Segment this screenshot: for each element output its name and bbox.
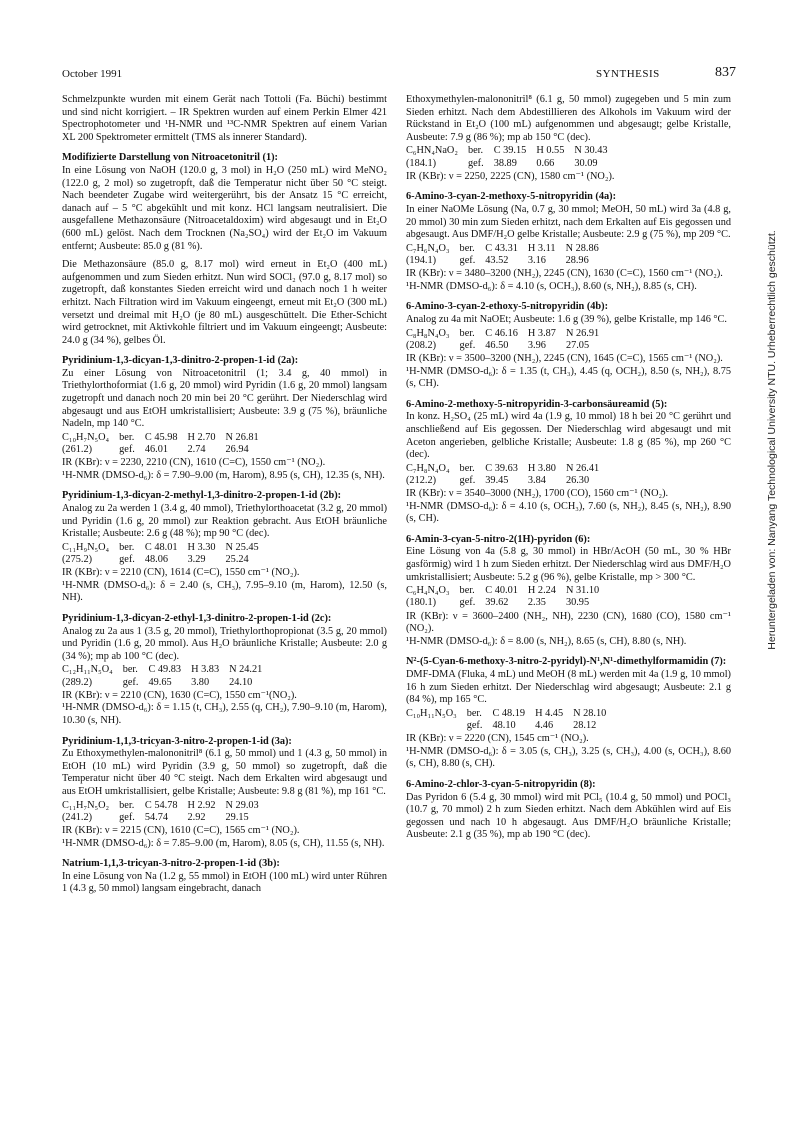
analysis-cell: gef. <box>119 554 135 566</box>
analysis-cell: ber. <box>122 664 138 676</box>
nmr-data: ¹H-NMR (DMSO-d₆): δ = 1.35 (t, CH₃), 4.45 (q, OCH₂), 8.50 (s, NH₂), 8.75 (s, CH). <box>406 365 731 390</box>
analysis-cell: C₁₀H₁₁N₅O₃ <box>406 707 457 719</box>
analysis-row <box>406 145 618 157</box>
analysis-cell: H 3.30 <box>187 541 216 553</box>
analysis-row <box>406 597 609 609</box>
ir-data: IR (KBr): ν = 3600–2400 (NH₂, NH), 2230 (CN), 1680 (CO), 1580 cm⁻¹ (NO₂). <box>406 610 731 635</box>
paragraph: In konz. H₂SO₄ (25 mL) wird 4a (1.9 g, 10 mmol) 18 h bei 20 °C gerührt und anschließend auf Eis gegossen. Der Niederschlag wird abgesaugt und mit Aceton angerieben, gelbliche Kristalle; Ausbeute: 1.8 g (85 %), mp 260 °C (dec). <box>406 411 731 461</box>
analysis-cell: N 28.86 <box>565 242 599 254</box>
analysis-cell: 48.10 <box>492 720 516 732</box>
analysis-cell: ber. <box>459 242 475 254</box>
analysis-row <box>406 158 618 170</box>
page-number: 837 <box>715 65 736 80</box>
analysis-row <box>62 444 269 456</box>
analysis-cell: ber. <box>119 799 135 811</box>
analysis-row <box>406 328 609 340</box>
analysis-table <box>62 664 272 688</box>
analysis-cell: 2.92 <box>187 811 206 823</box>
analysis-cell: 3.84 <box>527 474 546 486</box>
analysis-row <box>406 255 609 267</box>
section-title: Pyridinium-1,3-dicyan-2-methyl-1,3-dinitro-2-propen-1-id (2b): <box>62 490 342 502</box>
analysis-cell: 27.05 <box>565 339 590 351</box>
analysis-cell: gef. <box>459 339 476 351</box>
ir-data: IR (KBr): ν = 2220 (CN), 1545 cm⁻¹ (NO₂). <box>406 733 589 745</box>
issue-date: October 1991 <box>62 68 123 80</box>
paragraph: In eine Lösung von NaOH (120.0 g, 3 mol) in H₂O (250 mL) wird MeNO₂ (122.0 g, 2 mol) so zugetropft, daß die Temperatur nicht über 50 °C steigt. Nach beendeter Zugabe wird weitergerührt, bis der Ansatz 15 °C erreicht, danach auf – 5 °C abgekühlt und mit konz. HCl langsam neutralisiert. Die ausgefallene Methazonsäure (Nitroacetaldoxim) wird abgesaugt und in Et₂O (600 mL) gelöst. Nach dem Trocknen (Na₂SO₄) wird der Et₂O im Vakuum entfernt; Ausbeute: 85.0 g (81 %). <box>62 164 387 252</box>
paragraph: Zu einer Lösung von Nitroacetonitril (1; 3.4 g, 40 mmol) in Triethylorthoformiat (1.6 g, 20 mmol) wird Pyridin (1.6 g, 20 mmol) langsam zugetropft und danach noch 20 min bei 20 °C gerührt. Der Niederschlag wird abgesaugt und aus EtOH umkristallisiert; Ausbeute: 3.9 g (75 %), bräunliche Nadeln, mp 140 °C. <box>62 367 387 430</box>
analysis-row <box>406 340 609 352</box>
analysis-row <box>62 812 269 824</box>
analysis-cell: 4.46 <box>535 720 554 732</box>
analysis-cell: gef. <box>119 444 135 456</box>
ir-data: IR (KBr): ν = 2250, 2225 (CN), 1580 cm⁻¹ (NO₂). <box>406 170 615 182</box>
analysis-cell: N 26.91 <box>565 327 600 339</box>
analysis-cell: H 2.24 <box>527 585 556 597</box>
analysis-cell: N 29.03 <box>225 799 259 811</box>
download-notice-text: Heruntergeladen von: Nanyang Technological University NTU. Urheberrechtlich geschützt. <box>766 230 778 650</box>
paragraph: DMF-DMA (Fluka, 4 mL) und MeOH (8 mL) werden mit 4a (1.9 g, 10 mmol) 16 h zum Sieden erhitzt. Der Niederschlag wird abgesaugt; Ausbeute: 2.1 g (84 %), mp 165 °C. <box>406 669 731 706</box>
analysis-cell: C 49.83 <box>148 664 182 676</box>
analysis-cell: C 54.78 <box>144 799 178 811</box>
nmr-data: ¹H-NMR (DMSO-d₆): δ = 2.40 (s, CH₃), 7.95–9.10 (m, Harom), 12.50 (s, NH). <box>62 579 387 604</box>
analysis-cell: gef. <box>119 811 135 823</box>
analysis-cell: 39.45 <box>485 474 509 486</box>
section-title: 6-Amin-3-cyan-5-nitro-2(1H)-pyridon (6): <box>406 533 591 545</box>
analysis-cell: gef. <box>459 254 476 266</box>
analysis-table <box>62 542 269 566</box>
analysis-cell: (241.2) <box>62 811 93 823</box>
analysis-cell: C₁₂H₁₁N₅O₄ <box>62 664 113 676</box>
ir-data: IR (KBr): ν = 2210 (CN), 1614 (C=C), 1550 cm⁻¹ (NO₂). <box>62 567 300 579</box>
analysis-cell: 24.10 <box>229 676 253 688</box>
analysis-cell: C 40.01 <box>485 585 518 597</box>
analysis-cell: C₇H₈N₄O₄ <box>406 462 450 474</box>
analysis-cell: N 28.10 <box>573 707 607 719</box>
analysis-table <box>406 585 609 609</box>
nmr-data: ¹H-NMR (DMSO-d₆): δ = 7.85–9.00 (m, Harom), 8.05 (s, CH), 11.55 (s, NH). <box>62 837 385 849</box>
section-title: Pyridinium-1,3-dicyan-1,3-dinitro-2-propen-1-id (2a): <box>62 355 299 367</box>
analysis-cell: (212.2) <box>406 474 437 486</box>
analysis-cell: (261.2) <box>62 444 93 456</box>
paragraph: Die Methazonsäure (85.0 g, 8.17 mol) wird erneut in Et₂O (400 mL) aufgenommen und zum Sieden erhitzt. Nun wird SOCl₂ (97.0 g, 8.17 mol) so zugetropft, daß konstantes Sieden erreicht wird und danach noch 1 h weiter erhitzt. Nach Filtration wird im Vakuum eingeengt, erneut mit Et₂O (300 mL) versetzt und dreimal mit H₂O (je 80 mL) ausgeschüttelt. Die Ether-Schicht wird getrocknet, mit Aktivkohle filtriert und im Vakuum eingeengt; Ausbeute: 24.0 g (34 %), gelbes Öl. <box>62 259 387 346</box>
analysis-cell: 46.50 <box>485 339 509 351</box>
analysis-cell: 46.01 <box>144 444 169 456</box>
intro-paragraph: Schmelzpunkte wurden mit einem Gerät nach Tottoli (Fa. Büchi) bestimmt und sind nicht korrigiert. – IR Spektren wurden auf einem Perkin Elmer 421 Spectrophotometer und ¹H-NMR und ¹³C-NMR Spektren auf einem Varian XL 200 Spektrometer ermittelt (TMS als innerer Standard). <box>62 94 387 143</box>
ir-data: IR (KBr): ν = 2215 (CN), 1610 (C=C), 1565 cm⁻¹ (NO₂). <box>62 824 300 836</box>
analysis-cell: 3.96 <box>527 339 546 351</box>
analysis-cell: (289.2) <box>62 676 93 688</box>
left-column <box>62 94 387 896</box>
analysis-cell: 30.09 <box>574 157 598 169</box>
analysis-cell: ber. <box>459 462 475 474</box>
section-title: Natrium-1,1,3-tricyan-3-nitro-2-propen-1-id (3b): <box>62 858 280 870</box>
analysis-cell: C₆HN₄NaO₂ <box>406 145 458 157</box>
paragraph: Eine Lösung von 4a (5.8 g, 30 mmol) in HBr/AcOH (50 mL, 30 % HBr gasförmig) wird 1 h zum Sieden erhitzt. Der Niederschlag wird aus DMF/H₂O umkristallisiert; Ausbeute: 5.2 g (96 %), gelbe Kristalle, mp > 300 °C. <box>406 546 731 583</box>
analysis-row <box>406 720 616 732</box>
analysis-cell <box>406 720 467 732</box>
nmr-data: ¹H-NMR (DMSO-d₆): δ = 4.10 (s, OCH₃), 8.60 (s, NH₂), 8.85 (s, CH). <box>406 280 697 292</box>
paragraph: Ethoxymethylen-malononitril⁸ (6.1 g, 50 mmol) zugegeben und 5 min zum Sieden erhitzt. Nach dem Abdestillieren des Alkohols im Vakuum wird der Rückstand in Et₂O (100 mL) aufgenommen und abgesaugt; gelbe Kristalle, Ausbeute: 7.9 g (86 %); mp ab 150 °C (dec). <box>406 94 731 143</box>
section-title: 6-Amino-3-cyan-2-methoxy-5-nitropyridin (4a): <box>406 191 617 203</box>
ir-data: IR (KBr): ν = 2230, 2210 (CN), 1610 (C=C), 1550 cm⁻¹ (NO₂). <box>62 457 326 469</box>
analysis-cell: (208.2) <box>406 339 437 351</box>
analysis-cell: H 2.92 <box>187 799 216 811</box>
analysis-cell: N 30.43 <box>574 145 608 157</box>
analysis-cell: C 43.31 <box>485 242 518 254</box>
journal-name: SYNTHESIS <box>596 68 660 80</box>
section-title: N²-(5-Cyan-6-methoxy-3-nitro-2-pyridyl)-N¹,N¹-dimethylformamidin (7): <box>406 656 727 668</box>
section-title: 6-Amino-3-cyan-2-ethoxy-5-nitropyridin (4b): <box>406 301 609 313</box>
analysis-cell: C₁₁H₇N₅O₂ <box>62 799 110 811</box>
analysis-cell: H 3.11 <box>527 242 556 254</box>
analysis-cell: 28.12 <box>573 720 597 732</box>
paragraph: Analog zu 2a aus 1 (3.5 g, 20 mmol), Triethylorthopropionat (3.5 g, 20 mmol) und Pyridin (1.6 g, 20 mmol). Aus H₂O bräunliche Kristalle; Ausbeute: 2.0 g (34 %); mp ab 100 °C (dec). <box>62 625 387 662</box>
ir-data: IR (KBr): ν = 2210 (CN), 1630 (C=C), 1550 cm⁻¹(NO₂). <box>62 689 297 701</box>
nmr-data: ¹H-NMR (DMSO-d₆): δ = 8.00 (s, NH₂), 8.65 (s, CH), 8.80 (s, NH). <box>406 635 687 647</box>
analysis-cell: 26.94 <box>225 444 249 456</box>
analysis-cell: ber. <box>467 145 484 157</box>
analysis-cell: 2.35 <box>527 597 546 609</box>
analysis-cell: gef. <box>466 720 483 732</box>
analysis-cell: gef. <box>122 676 139 688</box>
analysis-cell: H 2.70 <box>187 431 216 443</box>
section-title: Modifizierte Darstellung von Nitroacetonitril (1): <box>62 152 278 164</box>
analysis-cell: (275.2) <box>62 554 93 566</box>
analysis-cell: C₇H₆N₄O₃ <box>406 242 450 254</box>
analysis-cell: C 46.16 <box>485 327 518 339</box>
analysis-cell: 3.29 <box>187 554 206 566</box>
analysis-cell: C₆H₄N₄O₃ <box>406 585 450 597</box>
nmr-data: ¹H-NMR (DMSO-d₆): δ = 4.10 (s, OCH₃), 7.60 (s, NH₂), 8.45 (s, NH₂), 8.90 (s, CH). <box>406 500 731 525</box>
analysis-table <box>406 145 618 169</box>
analysis-cell: (184.1) <box>406 157 437 169</box>
analysis-cell: gef. <box>459 474 476 486</box>
nmr-data: ¹H-NMR (DMSO-d₆): δ = 3.05 (s, CH₃), 3.25 (s, CH₃), 4.00 (s, OCH₃), 8.60 (s, CH), 8.80 (s, CH). <box>406 745 731 770</box>
analysis-cell: 0.66 <box>536 157 555 169</box>
analysis-cell: N 26.81 <box>225 431 259 443</box>
analysis-cell: ber. <box>459 585 475 597</box>
analysis-cell: C₁₀H₇N₅O₄ <box>62 431 110 443</box>
analysis-row <box>62 800 269 812</box>
analysis-cell: 38.89 <box>493 157 517 169</box>
analysis-cell: 48.06 <box>144 554 169 566</box>
paragraph: Zu Ethoxymethylen-malononitril⁸ (6.1 g, 50 mmol) und 1 (4.3 g, 50 mmol) in EtOH (10 mL) wird Pyridin (3.9 g, 50 mmol) so zugetropft, daß die Temperatur nicht über 40 °C steigt. Nach dem Erkalten wird abgesaugt und aus EtOH umkristallisiert, gelbe Kristalle; Ausbeute: 9.8 g (81 %), mp 161 °C. <box>62 748 387 797</box>
analysis-cell: H 3.83 <box>191 664 220 676</box>
analysis-cell: H 3.80 <box>527 462 556 474</box>
analysis-row <box>62 432 269 444</box>
analysis-cell: 39.62 <box>485 597 509 609</box>
analysis-cell: 29.15 <box>225 811 249 823</box>
analysis-row <box>406 463 609 475</box>
analysis-cell: 25.24 <box>225 554 249 566</box>
analysis-cell: 3.80 <box>191 676 210 688</box>
analysis-cell: 49.65 <box>148 676 172 688</box>
paragraph: In eine Lösung von Na (1.2 g, 55 mmol) in EtOH (100 mL) wird unter Rühren 1 (4.3 g, 50 mmol) langsam eingebracht, danach <box>62 870 387 895</box>
analysis-row <box>62 542 269 554</box>
right-column <box>406 94 731 842</box>
analysis-cell: ber. <box>119 431 135 443</box>
section-title: Pyridinium-1,1,3-tricyan-3-nitro-2-propen-1-id (3a): <box>62 735 292 747</box>
analysis-cell: C 48.19 <box>492 707 526 719</box>
page-header <box>62 65 736 84</box>
paragraph: Analog zu 4a mit NaOEt; Ausbeute: 1.6 g (39 %), gelbe Kristalle, mp 146 °C. <box>406 313 727 325</box>
ir-data: IR (KBr): ν = 3480–3200 (NH₂), 2245 (CN), 1630 (C=C), 1560 cm⁻¹ (NO₂). <box>406 268 723 280</box>
analysis-cell: C₈H₈N₄O₃ <box>406 327 450 339</box>
analysis-cell: C 48.01 <box>144 541 178 553</box>
analysis-cell: N 24.21 <box>229 664 263 676</box>
nmr-data: ¹H-NMR (DMSO-d₆): δ = 7.90–9.00 (m, Harom), 8.95 (s, CH), 12.35 (s, NH). <box>62 469 385 481</box>
analysis-cell: gef. <box>467 157 484 169</box>
analysis-cell: ber. <box>459 327 475 339</box>
ir-data: IR (KBr): ν = 3540–3000 (NH₂), 1700 (CO), 1560 cm⁻¹ (NO₂). <box>406 488 669 500</box>
analysis-cell: H 0.55 <box>536 145 565 157</box>
analysis-cell: 2.74 <box>187 444 206 456</box>
analysis-table <box>406 463 609 487</box>
analysis-table <box>406 243 609 267</box>
analysis-table <box>62 432 269 456</box>
analysis-table <box>62 800 269 824</box>
section-title: Pyridinium-1,3-dicyan-2-ethyl-1,3-dinitro-2-propen-1-id (2c): <box>62 613 332 624</box>
analysis-row <box>406 708 616 720</box>
analysis-cell: H 4.45 <box>535 707 564 719</box>
analysis-cell: ber. <box>119 541 135 553</box>
analysis-cell: C₁₁H₉N₅O₄ <box>62 541 110 553</box>
analysis-row <box>406 585 609 597</box>
section-title: 6-Amino-2-chlor-3-cyan-5-nitropyridin (8): <box>406 779 596 790</box>
analysis-table <box>406 328 609 352</box>
analysis-cell: 28.96 <box>565 254 589 266</box>
analysis-row <box>62 677 272 689</box>
analysis-cell: C 39.63 <box>485 462 518 474</box>
nmr-data: ¹H-NMR (DMSO-d₆): δ = 1.15 (t, CH₃), 2.55 (q, CH₂), 7.90–9.10 (m, Harom), 10.30 (s, NH). <box>62 702 387 726</box>
ir-data: IR (KBr): ν = 3500–3200 (NH₂), 2245 (CN), 1645 (C=C), 1565 cm⁻¹ (NO₂). <box>406 352 723 364</box>
analysis-row <box>62 664 272 676</box>
analysis-cell: (180.1) <box>406 597 437 609</box>
analysis-cell: 54.74 <box>144 811 169 823</box>
analysis-cell: gef. <box>459 597 476 609</box>
download-notice <box>752 120 792 760</box>
analysis-row <box>406 243 609 255</box>
analysis-cell: 30.95 <box>565 597 590 609</box>
analysis-cell: C 45.98 <box>144 431 178 443</box>
analysis-cell: H 3.87 <box>527 327 556 339</box>
paragraph: Das Pyridon 6 (5.4 g, 30 mmol) wird mit PCl₅ (10.4 g, 50 mmol) und POCl₃ (10.7 g, 70 mmol) 2 h zum Sieden erhitzt. Nach dem Abkühlen wird auf Eis gegossen und nach 10 h abgesaugt. Aus DMF/H₂O bräunliche Kristalle; Ausbeute: 2.1 g (35 %), mp ab 190 °C (dec). <box>406 791 731 841</box>
analysis-row <box>62 554 269 566</box>
analysis-cell: 3.16 <box>527 254 546 266</box>
analysis-cell: 26.30 <box>565 474 590 486</box>
paragraph: Analog zu 2a werden 1 (3.4 g, 40 mmol), Triethylorthoacetat (3.2 g, 20 mmol) und Pyridin (1.6 g, 20 mmol) zur Reaktion gebracht. Aus EtOH bräunliche Kristalle; Ausbeute: 2.6 g (48 %); mp 90 °C (dec). <box>62 503 387 540</box>
analysis-cell: N 26.41 <box>565 462 600 474</box>
analysis-cell: C 39.15 <box>493 145 527 157</box>
paragraph: In einer NaOMe Lösung (Na, 0.7 g, 30 mmol; MeOH, 50 mL) wird 3a (4.8 g, 20 mmol) 30 min zum Sieden erhitzt, nach dem Erkalten auf Eis gegossen und abgesaugt. Aus DMF/H₂O gelbe Kristalle; Ausbeute: 2.9 g (75 %), mp 209 °C. <box>406 203 731 241</box>
analysis-table <box>406 708 616 732</box>
analysis-cell: N 25.45 <box>225 541 259 553</box>
analysis-row <box>406 475 609 487</box>
analysis-cell: (194.1) <box>406 254 437 266</box>
analysis-cell: 43.52 <box>485 254 509 266</box>
section-title: 6-Amino-2-methoxy-5-nitropyridin-3-carbonsäureamid (5): <box>406 398 668 410</box>
analysis-cell: N 31.10 <box>565 585 600 597</box>
analysis-cell: ber. <box>466 707 482 719</box>
